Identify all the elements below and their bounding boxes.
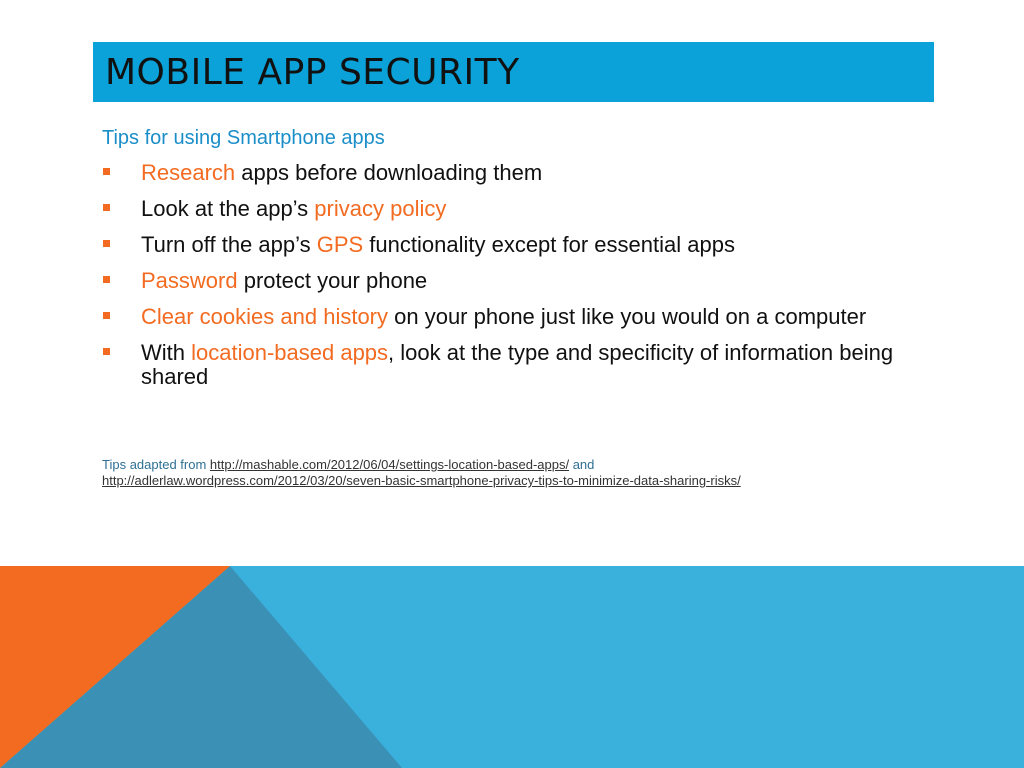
source-joiner: and bbox=[569, 457, 595, 472]
tip-clear-cookies bbox=[102, 305, 922, 329]
tips-list bbox=[102, 161, 922, 401]
tip-text: apps before downloading them bbox=[235, 160, 543, 185]
source-link-adlerlaw[interactable]: http://adlerlaw.wordpress.com/2012/03/20/seven-basic-smartphone-privacy-tips-to-minimize-data-sharing-risks/ bbox=[102, 473, 741, 488]
source-lead: Tips adapted from bbox=[102, 457, 210, 472]
source-citation bbox=[102, 457, 932, 489]
tip-highlight: Clear cookies and history bbox=[141, 304, 389, 329]
tip-password bbox=[102, 269, 922, 293]
bullet-marker-icon bbox=[103, 240, 110, 247]
tip-privacy-policy bbox=[102, 197, 922, 221]
tip-text: functionality except for essential apps bbox=[363, 232, 735, 257]
slide-title: MOBILE APP SECURITY bbox=[105, 52, 520, 93]
tip-highlight: GPS bbox=[316, 232, 364, 257]
source-link-mashable[interactable]: http://mashable.com/2012/06/04/settings-location-based-apps/ bbox=[209, 457, 570, 472]
tip-text: protect your phone bbox=[237, 268, 428, 293]
bullet-marker-icon bbox=[103, 204, 110, 211]
tip-prefix: Look at the app’s bbox=[141, 196, 315, 221]
title-bar bbox=[93, 42, 934, 102]
tip-gps bbox=[102, 233, 922, 257]
tip-text: on your phone just like you would on a computer bbox=[388, 304, 867, 329]
bullet-marker-icon bbox=[103, 276, 110, 283]
bullet-marker-icon bbox=[103, 348, 110, 355]
tip-highlight: location-based apps bbox=[191, 340, 389, 365]
slide-subtitle: Tips for using Smartphone apps bbox=[102, 127, 385, 149]
tip-text: , look at the type and specificity of information being shared bbox=[141, 340, 894, 389]
tip-highlight: Password bbox=[141, 268, 238, 293]
bullet-marker-icon bbox=[103, 168, 110, 175]
tip-highlight: Research bbox=[141, 160, 236, 185]
decorative-footer bbox=[0, 566, 1024, 768]
tip-research bbox=[102, 161, 922, 185]
tip-prefix: With bbox=[141, 340, 192, 365]
tip-prefix: Turn off the app’s bbox=[141, 232, 317, 257]
bullet-marker-icon bbox=[103, 312, 110, 319]
tip-highlight: privacy policy bbox=[314, 196, 447, 221]
tip-location-apps bbox=[102, 341, 922, 389]
